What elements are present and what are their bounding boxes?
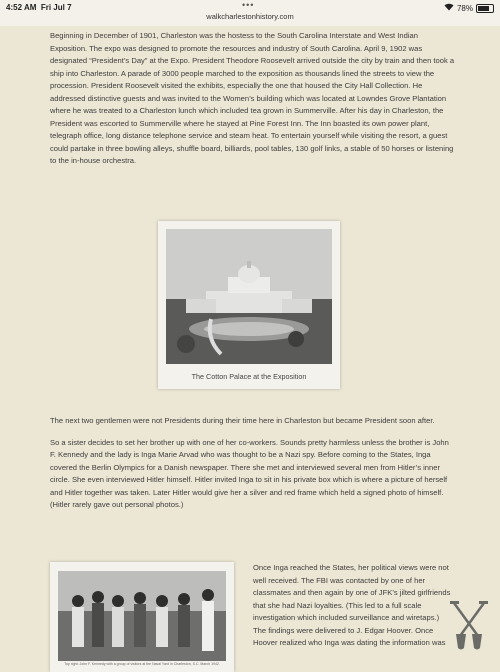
time-text: 4:52 AM [6,3,37,12]
article-body-continued [50,415,455,521]
figure-kennedy-group [50,562,234,672]
status-time [6,3,72,12]
kennedy-group-photo[interactable] [58,571,226,661]
paragraph-inga: Once Inga reached the States, her political views were not well received. The FBI was contacted by one of her classmates and then again by one of JFK’s jilted girlfriends that she had Nazi loyalties. (This led to a full scale investigation which included surveillance and wiretaps.) The findings were delivered to J. Edgar Hoover. Once Hoover realized who Inga was dating the information was [253,563,451,647]
figure-caption-small: Top right: John F. Kennedy with a group of visitors at the Naval Yard in Charleston, S.C. March 1942. [64,662,220,666]
date-text: Fri Jul 7 [40,3,72,12]
paragraph-roosevelt: Beginning in December of 1901, Charleston was the hostess to the South Carolina Interstate and West Indian Exposition. The expo was designed to promote the resources and industry of South Carolina. April 9, 1902 was designated “President’s Day” at the Expo. President Theodore Roosevelt arrived outside the city by train and then took a ship into Charleston. A parade of 3000 people marched to the exposition as thousands lined the streets to view the procession. President Roosevelt visited the exhibits, especially the one that housed the City Hall Collection. He addressed distinctive guests and was invited to the Women’s building which was located at Lowndes Grove Plantation where he was treated to a Charleston lunch which included tea grown in Summerville. After his day in Charleston, the President was escorted to Summerville where he stayed at Pine Forest Inn. The Inn boasted its own power plant, telegraph office, long distance telephone service and steam heat. To entertain yourself while visiting the resort, a guest could partake in three bowling alleys, shuffle board, billiards, pool tables, 130 golf links, a stable of 50 horses or listening to the in-house orchestra. [50,31,455,165]
status-bar [0,0,500,26]
status-right [444,3,494,13]
article-body [50,30,455,177]
kennedy-group-illustration [58,571,226,661]
figure-cotton-palace [158,221,340,389]
battery-percent: 78% [456,3,473,13]
cotton-palace-photo[interactable] [166,229,332,364]
paragraph-transition: The next two gentlemen were not Presidents during their time here in Charleston but became President soon after. [50,416,435,425]
wifi-icon [444,3,454,13]
cotton-palace-illustration [166,229,332,364]
figure-caption: The Cotton Palace at the Exposition [191,372,307,381]
battery-fill [478,6,489,11]
more-dots-icon[interactable]: ••• [242,0,255,10]
battery-icon [476,4,494,13]
article-side-text [253,562,453,659]
paragraph-kennedy: So a sister decides to set her brother up with one of her co-workers. Sounds pretty harmless unless the brother is John F. Kennedy and the lady is Inga Marie Arvad who was thought to be a Nazi spy. Before coming to the States, Inga covered the Berlin Olympics for a Danish newspaper. There she met and interviewed several men from Hitler’s inner circle. She even interviewed Hitler himself. Hitler invited Inga to sit in his private box which is where a picture of herself and Hitler together was taken. Later Hitler would give her a silver and red frame which held a signed photo of himself. (Hitler rarely gave out personal photos.) [50,437,449,509]
crossed-shovels-icon[interactable] [448,600,490,652]
address-bar-url[interactable]: walkcharlestonhistory.com [206,12,294,21]
